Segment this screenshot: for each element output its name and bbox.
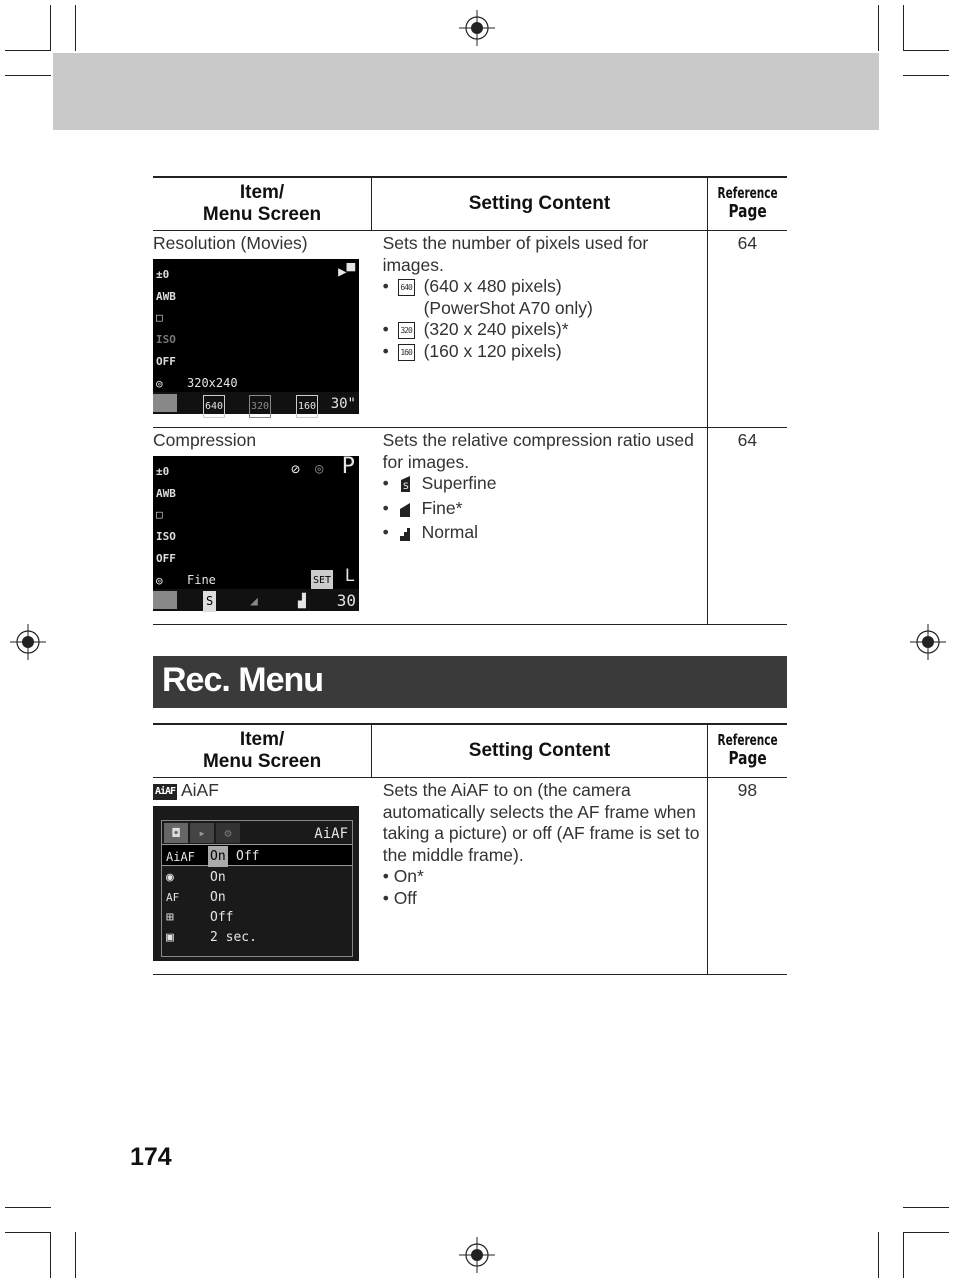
ref-cell: 64 [707,428,787,625]
option-text: Superfine [421,473,497,493]
content-cell [372,778,708,975]
header-setting-content: Setting Content [372,177,708,231]
lcd-side-icon: ISO [156,332,176,346]
menu-frame [161,820,353,957]
header-ref-big: Page [728,201,767,223]
menu-row-value: On [208,846,228,868]
settings-table-1 [153,176,787,625]
option-item: • 160 (160 x 120 pixels) [382,340,562,361]
crop-mark [50,5,51,51]
digital-zoom-icon: ⊞ [166,909,174,925]
lcd-option-strip [153,589,359,611]
registration-mark-icon [459,10,495,46]
option-item: • On* [382,866,424,886]
header-ref-small: Reference [717,184,778,203]
header-ref-small: Reference [717,731,778,750]
normal-icon [398,525,413,547]
resolution-160-icon: 160 [398,344,415,361]
option-item: • S Superfine [383,473,701,498]
fine-icon [398,501,413,523]
set-badge: SET [311,570,333,592]
lcd-side-icon: □ [156,310,163,324]
section-band [153,656,787,708]
af-assist-icon: AF [166,890,180,904]
lcd-option: 160 [296,395,318,419]
crop-mark [878,5,879,51]
aiaf-icon: AiAF [153,784,177,800]
movie-icon: ▶▀ [338,263,355,280]
option-text: Normal [421,522,478,542]
option-text: (640 x 480 pixels) [423,276,562,296]
registration-mark-icon [10,624,46,660]
header-item-line2: Menu Screen [202,204,322,225]
lcd-count: 30 [336,590,356,610]
crop-mark [5,75,51,76]
header-reference-page [707,724,787,778]
lcd-selected-option [153,591,177,609]
lcd-resolution-label: 320x240 [187,375,238,390]
settings-tab-icon: ⚙ [216,823,240,843]
review-icon: ▣ [166,929,174,945]
menu-selected-row[interactable] [162,844,352,866]
superfine-icon: S [203,591,216,613]
content-intro: Sets the relative compression ratio used for images. [382,430,694,472]
lcd-side-icon: OFF [156,551,176,565]
lcd-count: 30" [330,395,356,412]
option-item: • Normal [383,522,701,547]
page-number: 174 [130,1143,172,1171]
registration-mark-icon [910,624,946,660]
menu-row-value: 2 sec. [210,929,257,945]
crop-mark [75,1232,76,1278]
camera-lcd-screen [153,259,359,414]
content-intro: Sets the AiAF to on (the camera automatically selects the AF frame when taking a picture) or off (AF frame is set to the middle frame). [382,780,700,865]
crop-mark [903,1232,949,1233]
ref-cell: 98 [707,778,787,975]
header-item [153,177,372,231]
lcd-side-icon: ±0 [156,464,170,478]
lcd-side-icon: ◎ [156,573,163,587]
camera-menu-screen [153,806,359,961]
header-reference-page [707,177,787,231]
program-mode-label: P [341,453,355,479]
crop-mark [5,1232,51,1233]
crop-mark [50,1232,51,1278]
section-title: Rec. Menu [162,661,324,699]
table-row [153,778,787,975]
item-label-line [153,780,372,802]
menu-title: AiAF [314,825,348,842]
header-setting-content: Setting Content [372,724,708,778]
crop-mark [903,1207,949,1208]
crop-mark [5,50,51,51]
crop-mark [75,5,76,51]
resolution-640-icon: 640 [398,279,415,296]
item-cell [153,428,372,625]
content-cell [372,231,708,428]
table-row [153,428,787,625]
lcd-option: 320 [249,395,271,419]
ref-cell: 64 [707,231,787,428]
normal-icon: ▟ [298,593,306,609]
lcd-side-icon: ◎ [156,376,163,390]
item-cell [153,231,372,428]
registration-mark-icon [459,1237,495,1273]
camera-lcd-screen [153,453,359,611]
option-text: Fine* [421,497,463,518]
item-label: Compression [153,430,257,450]
lcd-side-icon: □ [156,507,163,521]
lcd-option-strip [153,392,359,414]
item-label: Resolution (Movies) [153,233,308,253]
crop-mark [903,5,904,51]
settings-table-2 [153,723,787,975]
menu-row-label: AiAF [166,849,195,864]
menu-row-value: On [210,889,226,905]
content-cell [372,428,708,625]
lcd-selected-option [153,394,177,412]
menu-row-value: Off [210,909,234,925]
play-tab-icon: ▸ [190,823,214,843]
option-text: (160 x 120 pixels) [423,340,562,361]
lcd-option: 640 [203,395,225,419]
lcd-side-icon: OFF [156,354,176,368]
header-item-line1: Item/ [239,729,285,750]
menu-row-alt: Off [236,848,260,864]
lcd-size-label: L [344,565,355,586]
header-item [153,724,372,778]
lcd-side-icon: AWB [156,289,176,303]
lcd-side-icon: ±0 [156,267,170,281]
content-intro: Sets the number of pixels used for images. [382,233,649,275]
crop-mark [5,1207,51,1208]
option-item: • Off [382,887,417,908]
header-item-line1: Item/ [239,182,285,203]
header-ref-big: Page [728,748,767,770]
superfine-icon [398,476,413,498]
crop-mark [903,1232,904,1278]
item-cell [153,778,372,975]
option-item: • Fine* [383,498,701,523]
lcd-compression-label: Fine [187,572,216,587]
svg-text:S: S [402,482,409,492]
option-item: • 640 (640 x 480 pixels) [382,276,562,296]
option-item: • 320 (320 x 240 pixels)* [382,319,569,339]
red-eye-icon: ◉ [166,869,174,885]
resolution-320-icon: 320 [398,322,415,339]
fine-icon: ◢ [250,593,258,609]
table-row [153,231,787,428]
header-band [53,53,879,130]
option-subtext: (PowerShot A70 only) [423,297,593,318]
crop-mark [903,50,949,51]
flash-off-icon: ⊘ [291,459,301,478]
header-item-line2: Menu Screen [202,751,322,772]
lcd-side-icon: AWB [156,486,176,500]
lcd-side-icon: ISO [156,529,176,543]
camera-tab-icon: ◘ [164,823,188,843]
menu-row-value: On [210,869,226,885]
option-text: (320 x 240 pixels)* [423,319,569,339]
crop-mark [878,1232,879,1278]
crop-mark [903,75,949,76]
item-label: AiAF [181,780,219,800]
red-eye-icon: ◎ [315,460,324,477]
